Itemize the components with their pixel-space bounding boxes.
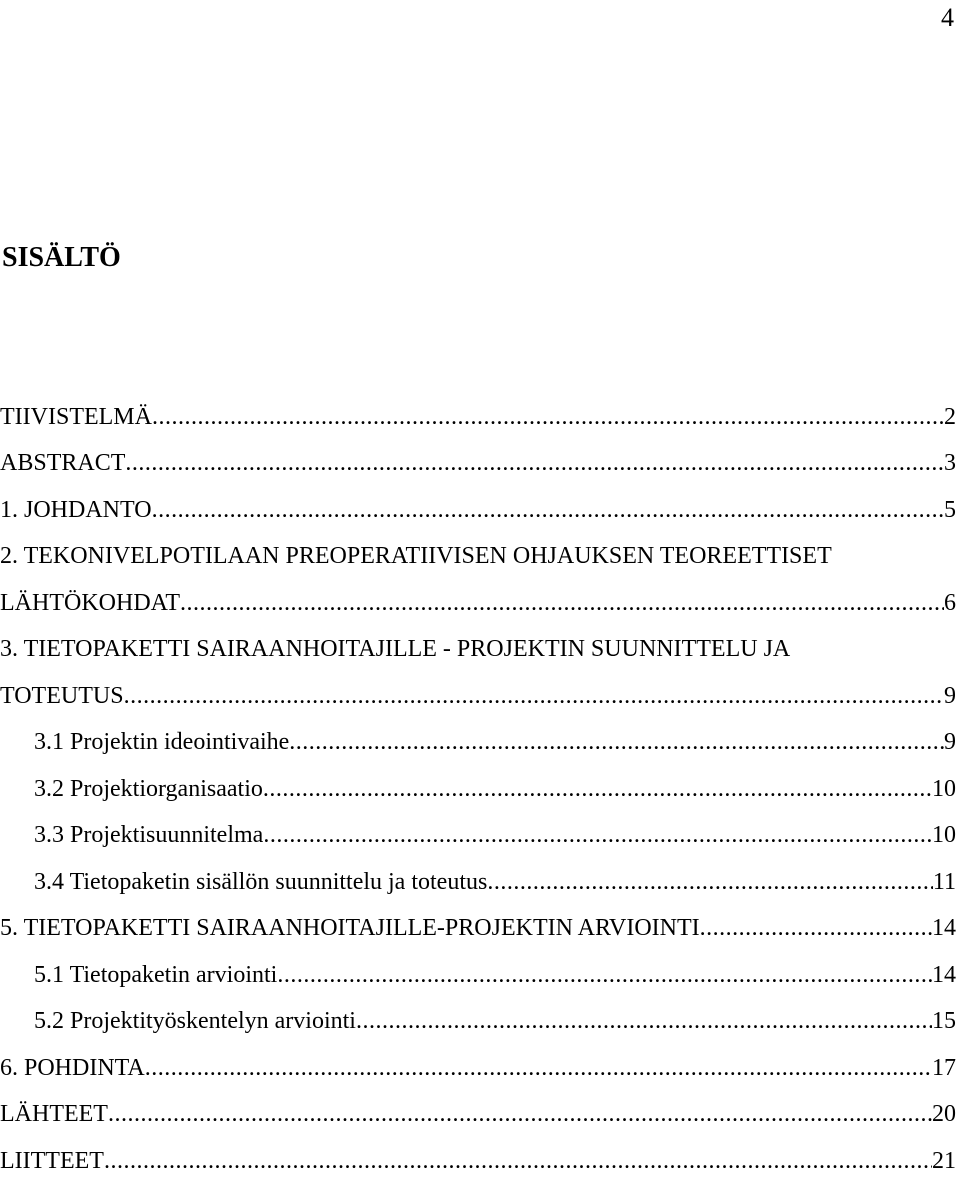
toc-leader-dots	[487, 869, 933, 896]
toc-entry-5-2[interactable]	[0, 999, 956, 1046]
toc-entry-chapter-5[interactable]	[0, 906, 956, 953]
toc-entry-abstract[interactable]	[0, 441, 956, 488]
toc-entry-title: 3.1 Projektin ideointivaihe	[34, 729, 290, 756]
toc-leader-dots	[356, 1008, 932, 1035]
toc-leader-dots	[289, 729, 944, 756]
toc-entry-page: 11	[932, 868, 956, 895]
toc-entry-chapter-3-line-1[interactable]	[0, 627, 956, 674]
toc-leader-dots	[152, 497, 944, 524]
toc-entry-page: 14	[932, 961, 956, 988]
toc-entry-title: 2. TEKONIVELPOTILAAN PREOPERATIIVISEN OHJAUKSEN TEOREETTISET	[0, 543, 832, 570]
toc-entry-page: 15	[932, 1008, 956, 1035]
table-of-contents	[0, 394, 956, 1185]
toc-entry-title: LÄHTÖKOHDAT	[0, 589, 180, 616]
toc-entry-title: TIIVISTELMÄ	[0, 403, 152, 430]
toc-entry-page: 17	[932, 1054, 956, 1081]
toc-entry-page: 9	[944, 729, 956, 756]
toc-entry-title: 3. TIETOPAKETTI SAIRAANHOITAJILLE - PROJEKTIN SUUNNITTELU JA	[0, 636, 791, 663]
toc-entry-chapter-2-line-1[interactable]	[0, 534, 956, 581]
toc-entry-page: 20	[932, 1101, 956, 1128]
toc-entry-liitteet[interactable]	[0, 1138, 956, 1185]
toc-leader-dots	[145, 1055, 932, 1082]
toc-entry-page: 10	[932, 822, 956, 849]
toc-entry-title: TOTEUTUS	[0, 682, 124, 709]
toc-entry-5-1[interactable]	[0, 952, 956, 999]
toc-entry-johdanto[interactable]	[0, 487, 956, 534]
toc-entry-title: LÄHTEET	[0, 1101, 108, 1128]
page-number: 4	[941, 3, 954, 32]
toc-entry-page: 14	[932, 915, 956, 942]
toc-leader-dots	[108, 1101, 932, 1128]
toc-entry-page: 2	[944, 403, 956, 430]
toc-entry-3-3[interactable]	[0, 813, 956, 860]
toc-leader-dots	[263, 776, 932, 803]
toc-entry-3-1[interactable]	[0, 720, 956, 767]
toc-entry-page: 3	[944, 450, 956, 477]
toc-entry-3-4[interactable]	[0, 859, 956, 906]
toc-entry-page: 9	[944, 682, 956, 709]
toc-entry-page: 21	[932, 1147, 956, 1174]
toc-entry-tiivistelma[interactable]	[0, 394, 956, 441]
toc-entry-page: 5	[944, 496, 956, 523]
toc-entry-page: 10	[932, 775, 956, 802]
toc-entry-pohdinta[interactable]	[0, 1045, 956, 1092]
toc-leader-dots	[104, 1148, 932, 1175]
toc-entry-title: 1. JOHDANTO	[0, 496, 152, 523]
toc-entry-title: 3.2 Projektiorganisaatio	[34, 775, 263, 802]
toc-entry-chapter-2-line-2[interactable]	[0, 580, 956, 627]
toc-entry-title: 3.4 Tietopaketin sisällön suunnittelu ja toteutus	[34, 868, 488, 895]
toc-entry-title: 5.2 Projektityöskentelyn arviointi	[34, 1008, 356, 1035]
toc-entry-title: 5.1 Tietopaketin arviointi	[34, 961, 278, 988]
toc-heading: SISÄLTÖ	[2, 242, 121, 273]
toc-entry-page: 6	[944, 589, 956, 616]
toc-leader-dots	[180, 590, 944, 617]
toc-leader-dots	[277, 962, 932, 989]
toc-leader-dots	[125, 450, 944, 477]
toc-entry-title: LIITTEET	[0, 1147, 104, 1174]
toc-leader-dots	[124, 683, 944, 710]
toc-entry-lahteet[interactable]	[0, 1092, 956, 1139]
toc-entry-title: ABSTRACT	[0, 450, 126, 477]
toc-leader-dots	[700, 915, 932, 942]
toc-entry-title: 6. POHDINTA	[0, 1054, 145, 1081]
toc-entry-title: 3.3 Projektisuunnitelma	[34, 822, 264, 849]
toc-entry-3-2[interactable]	[0, 766, 956, 813]
toc-leader-dots	[152, 404, 944, 431]
toc-entry-chapter-3-line-2[interactable]	[0, 673, 956, 720]
toc-entry-title: 5. TIETOPAKETTI SAIRAANHOITAJILLE-PROJEKTIN ARVIOINTI	[0, 915, 700, 942]
toc-leader-dots	[263, 822, 932, 849]
